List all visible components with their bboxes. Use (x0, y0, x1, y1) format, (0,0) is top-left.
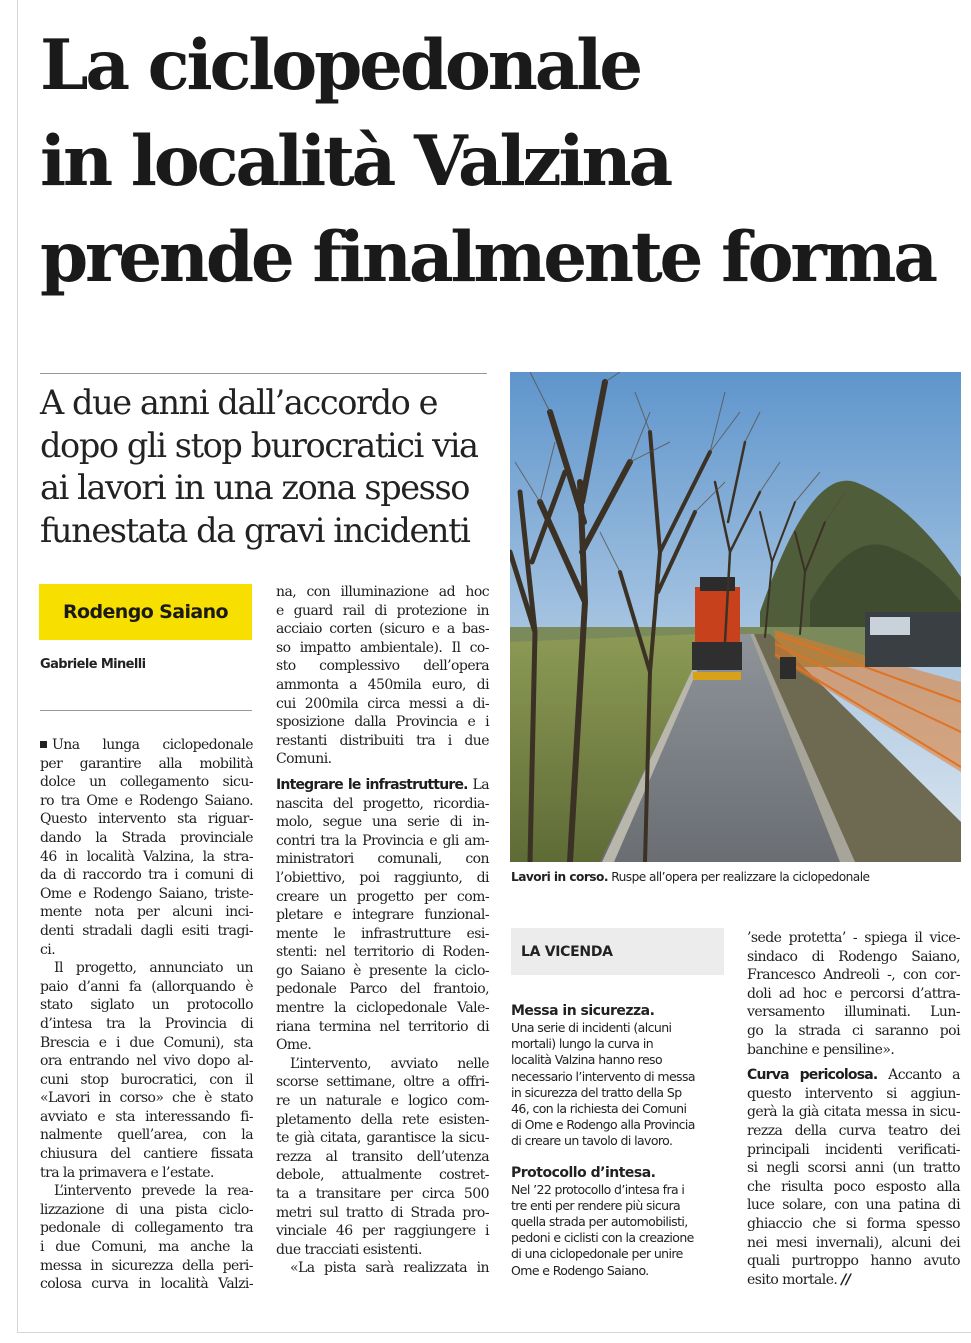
text-line: riana termina nel territorio di (276, 1018, 489, 1035)
text-line: Brescia e i due Comuni), sta (40, 1034, 253, 1051)
text-line: Curva pericolosa. Accanto a (747, 1067, 960, 1084)
text-line: luce solare, con una patina di (747, 1197, 960, 1214)
text-line: gerà la già citata messa in sicu- (747, 1104, 960, 1121)
text-line: quella strada per automobilisti, (511, 1214, 688, 1230)
text-line: pletare e integrare funzional- (276, 907, 489, 924)
text-line: nalmente quell’area, con la (40, 1127, 253, 1144)
subheadline-line: funestata da gravi incidenti (40, 510, 470, 550)
text-line: acciaio corten (sicuro e a bas- (276, 621, 489, 638)
text-line: pedonale Parco del frantoio, (276, 981, 489, 998)
text-line: Questo intervento sta riguar- (40, 811, 253, 828)
text-line: pedonale di collegamento tra (40, 1220, 253, 1237)
text-line: stenti: nel territorio di Roden- (276, 944, 489, 961)
text-line: cui 200mila circa messi a di- (276, 695, 489, 712)
text-line: debole, attualmente costret- (276, 1167, 489, 1184)
photo-caption: Lavori in corso. Ruspe all’opera per realizzare la ciclopedonale (511, 870, 870, 884)
text-line: so impatto ambientale). Il co- (276, 639, 489, 656)
text-line: lizzazione di una pista ciclo- (40, 1201, 253, 1218)
text-line: nascita del progetto, ricordia- (276, 795, 489, 812)
text-line: d’intesa tra la Provincia di (40, 1015, 253, 1032)
text-line: ministratori comunali, con (276, 851, 489, 868)
text-line: rezza della curva teatro dei (747, 1122, 960, 1139)
text-line: di Ome e Rodengo alla Provincia (511, 1117, 695, 1133)
text-line: tra la primavera e l’estate. (40, 1164, 214, 1181)
text-line: ’sede protetta’ - spiega il vice- (747, 930, 960, 946)
text-line: principali incidenti verificati- (747, 1141, 960, 1158)
article-column-1 (40, 736, 253, 1294)
text-line: molo, segue una serie di in- (276, 814, 489, 831)
text-line: due tracciati esistenti. (276, 1241, 422, 1258)
text-line: ci. (40, 941, 56, 958)
text-line: mente nota per alcuni inci- (40, 904, 253, 921)
text-line: Nel ’22 protocollo d’intesa fra i (511, 1181, 685, 1197)
text-line: avviato e sta interessando fi- (40, 1108, 253, 1125)
text-line: Ome. (276, 1037, 312, 1054)
text-line: Francesco Andreoli -, con cor- (747, 967, 960, 984)
text-line: versamento illuminati. Lun- (747, 1004, 960, 1021)
text-line: Il progetto, annunciato un (54, 960, 253, 977)
end-mark: // (841, 1271, 851, 1288)
text-line: pedoni e ciclisti con la creazione (511, 1230, 694, 1246)
text-line: e guard rail di protezione in (276, 602, 489, 619)
headline-line: La ciclopedonale (40, 25, 640, 106)
text-line: metri sul tratto di Strada pro- (276, 1204, 489, 1221)
text-line: per garantire alla mobilità (40, 755, 253, 772)
text-line: pletamento della rete esisten- (276, 1111, 489, 1128)
text-line: «Lavori in corso» che è stato (40, 1090, 253, 1107)
headline-line: in località Valzina (40, 121, 670, 202)
byline: Gabriele Minelli (40, 657, 146, 672)
text-line: 46, con la richiesta dei Comuni (511, 1101, 687, 1117)
text-line: cuni stop burocratici, con il (40, 1071, 253, 1088)
article-column-4 (747, 929, 960, 1289)
text-line: ammonta a 450mila euro, di (276, 676, 489, 693)
text-line: da di raccordo tra i comuni di (40, 867, 253, 884)
text-line: stato siglato un protocollo (40, 997, 253, 1014)
text-line: te già citata, garantisce la sicu- (276, 1130, 489, 1147)
headline-line: prende finalmente forma (40, 217, 935, 298)
text-line: quali purtroppo hanno avuto (747, 1253, 960, 1270)
article-photo (510, 372, 961, 862)
text-line: Una lunga ciclopedonale (40, 736, 253, 755)
text-line: i due Comuni, ma anche la (40, 1239, 253, 1256)
subhead: Curva pericolosa. (747, 1067, 878, 1084)
text-line: dolce un collegamento sicu- (40, 774, 253, 791)
subheadline-line: ai lavori in una zona spesso (40, 468, 470, 507)
text-line: ora entrando nel vivo dopo al- (40, 1053, 253, 1070)
text-line: sto complessivo dell’opera (276, 658, 489, 675)
text-line: tre enti per rendere più sicura (511, 1197, 681, 1213)
subheadline-line: A due anni dall’accordo e (40, 383, 438, 422)
subhead: Integrare le infrastrutture. (276, 776, 468, 793)
bullet-square-icon (40, 741, 47, 748)
headline (40, 18, 965, 306)
text-line: ta a transitare per circa 500 (276, 1186, 489, 1202)
text-line: na, con illuminazione ad hoc (276, 584, 489, 600)
sidebar-subhead: Messa in sicurezza. (511, 1003, 655, 1019)
text-line: go Saiano è presente la ciclo- (276, 962, 489, 979)
text-line: vinciale 46 per raggiungere i (276, 1223, 489, 1240)
text-line: «La pista sarà realizzata in (290, 1260, 489, 1277)
text-line: Integrare le infrastrutture. La (276, 776, 489, 793)
text-line: re un naturale e logico com- (276, 1093, 489, 1110)
text-line: si negli scorsi anni (un tratto (747, 1160, 960, 1177)
text-line: Comuni. (276, 751, 332, 768)
article-column-2 (276, 583, 489, 1278)
text-line: restanti distribuiti tra i due (276, 732, 489, 749)
text-line: creare un progetto per com- (276, 888, 489, 905)
paragraph-gap (747, 1059, 960, 1066)
text-line: ro tra Ome e Rodengo Saiano. (40, 792, 253, 809)
location-tag (39, 584, 252, 640)
text-line: l’obiettivo, poi raggiunto, di (276, 869, 489, 886)
text-line: in sicurezza del tratto della Sp (511, 1084, 682, 1100)
text-line: doli ad hoc e percorsi d’attra- (747, 985, 960, 1002)
sidebar-subhead: Protocollo d’intesa. (511, 1164, 656, 1181)
text-line: L’intervento, avviato nelle (290, 1055, 489, 1072)
paragraph-gap (276, 769, 489, 776)
text-line: sindaco di Rodengo Saiano, (747, 948, 960, 965)
text-line: denti stradali dagli esiti tragi- (40, 922, 253, 939)
paragraph-gap (511, 1150, 724, 1164)
text-line: ghiaccio che si forma spesso (747, 1215, 960, 1232)
text-line: scorse settimane, oltre a offri- (276, 1074, 489, 1091)
text-line: località Valzina hanno reso (511, 1052, 662, 1068)
text-line: che risulta poco esposto alla (747, 1178, 960, 1195)
text-line: banchine e pensiline». (747, 1041, 895, 1058)
text-line: L’intervento prevede la rea- (54, 1183, 253, 1200)
text-line: Una serie di incidenti (alcuni (511, 1020, 672, 1035)
location-label: Rodengo Saiano (63, 601, 228, 623)
text-line: messa in sicurezza della peri- (40, 1257, 253, 1274)
text-line: mortali) lungo la curva in (511, 1036, 654, 1052)
sidebar-column (511, 1002, 724, 1279)
text-line: rezza al transito dell’utenza (276, 1148, 489, 1165)
text-line: nei mesi invernali), alcuni dei (747, 1234, 960, 1251)
text-line: contri tra la Provincia e gli am- (276, 832, 489, 849)
text-line: 46 in località Valzina, la stra- (40, 848, 253, 865)
text-line: sposizione dalla Provincia e i (276, 714, 489, 731)
text-line: esito mortale. // (747, 1271, 851, 1288)
text-line: Ome e Rodengo Saiano, triste- (40, 885, 253, 902)
text-line: di una ciclopedonale per unire (511, 1246, 683, 1262)
sidebar-label: LA VICENDA (521, 943, 613, 960)
text-line: necessario l’intervento di messa (511, 1068, 695, 1084)
text-line: Ome e Rodengo Saiano. (511, 1262, 649, 1278)
text-line: paio d’anni fa (allorquando è (40, 978, 253, 995)
text-line: questo intervento si aggiun- (747, 1085, 960, 1102)
subheadline (40, 382, 490, 552)
sidebar-header (511, 928, 724, 975)
text-line: mentre la ciclopedonale Vale- (276, 1000, 489, 1017)
text-line: di creare un tavolo di lavoro. (511, 1133, 673, 1149)
text-line: go la strada ci saranno poi (747, 1022, 960, 1039)
divider (40, 710, 252, 711)
text-line: mente le infrastrutture esi- (276, 925, 489, 942)
subheadline-line: dopo gli stop burocratici via (40, 425, 478, 465)
text-line: colosa curva in località Valzi- (40, 1276, 253, 1293)
text-line: dando la Strada provinciale (40, 829, 253, 846)
text-line: chiusura del cantiere fissata (40, 1146, 253, 1163)
divider (40, 373, 487, 374)
